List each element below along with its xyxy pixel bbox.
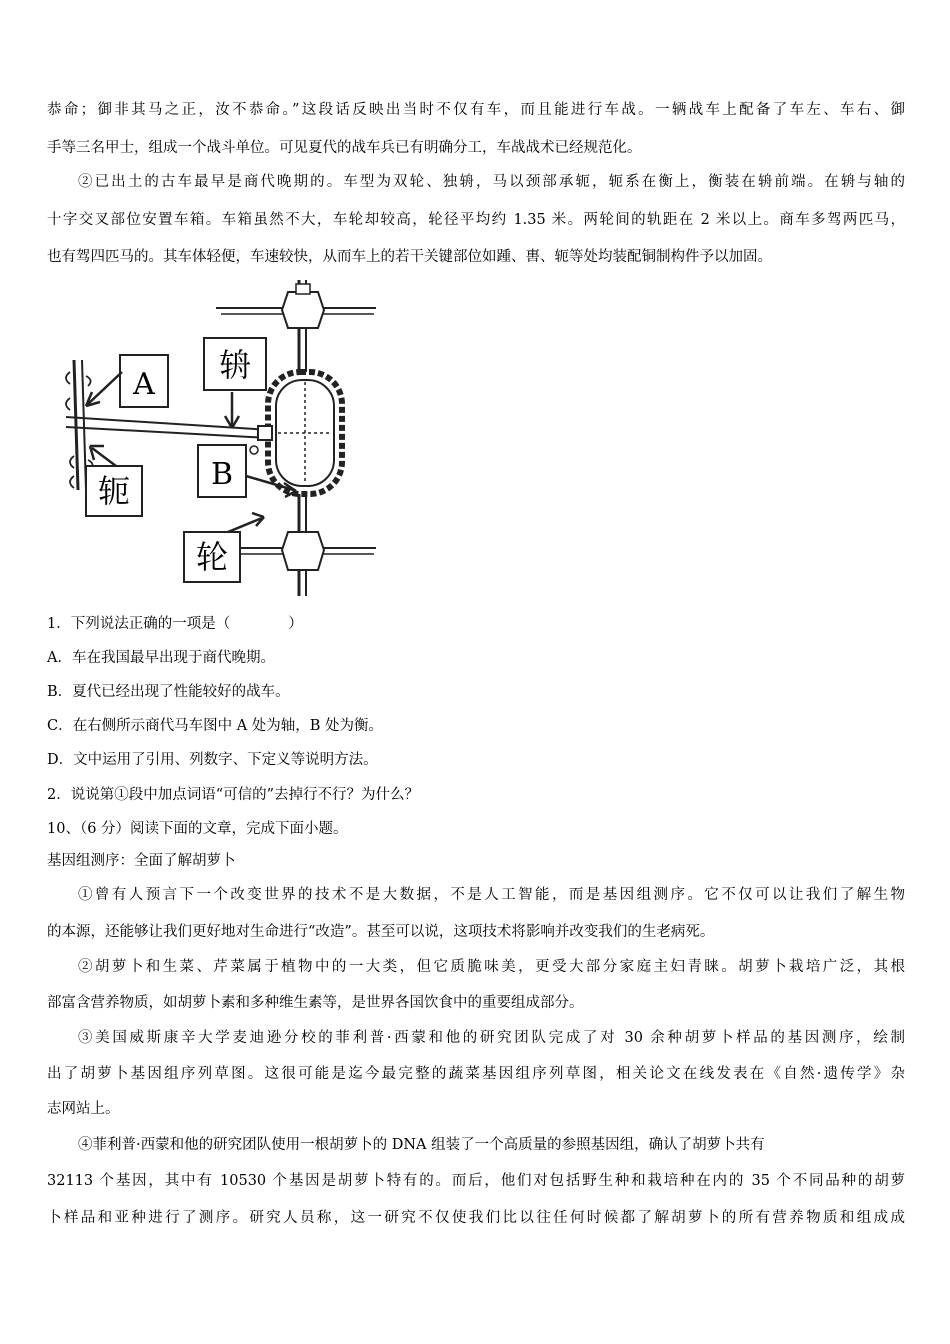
- paragraph-1-line-1: 恭命；御非其马之正，汝不恭命。”这段话反映出当时不仅有车，而且能进行车战。一辆战车上配备了车左、车右、御: [47, 102, 905, 118]
- article-p1-line-2: 的本源，还能够让我们更好地对生命进行“改造”。甚至可以说，这项技术将影响并改变我们的生老病死。: [47, 924, 715, 940]
- label-yoke: 轭: [97, 472, 131, 510]
- question-1-option-c: C．在右侧所示商代马车图中 A 处为轴，B 处为衡。: [47, 718, 384, 734]
- label-b: B: [210, 457, 234, 492]
- label-yoke-arrow: [92, 448, 116, 466]
- article-title: 基因组测序：全面了解胡萝卜: [47, 853, 236, 869]
- article-p2-line-1: ②胡萝卜和生菜、芹菜属于植物中的一大类，但它质脆味美，更受大部分家庭主妇青睐。胡萝卜栽培广泛，其根: [78, 959, 905, 975]
- question-1-option-d: D．文中运用了引用、列数字、下定义等说明方法。: [47, 752, 378, 768]
- wheel-bottom-hub: [282, 532, 324, 570]
- question-1-option-a: A．车在我国最早出现于商代晚期。: [47, 650, 275, 666]
- article-p3-line-1: ③美国威斯康辛大学麦迪逊分校的菲利普·西蒙和他的研究团队完成了对 30 余种胡萝卜样品的基因测序，绘制: [78, 1030, 905, 1046]
- article-p4-line-1: ④菲利普·西蒙和他的研究团队使用一根胡萝卜的 DNA 组装了一个高质量的参照基因组，确认了胡萝卜共有: [78, 1137, 765, 1153]
- question-1-option-b: B．夏代已经出现了性能较好的战车。: [47, 684, 290, 700]
- paragraph-1-line-2: 手等三名甲士，组成一个战斗单位。可见夏代的战车兵已有明确分工，车战战术已经规范化。: [47, 140, 642, 156]
- yoke-hooks: [66, 372, 74, 488]
- label-wheel: 轮: [195, 538, 229, 576]
- chariot-diagram-svg: [56, 280, 386, 596]
- article-p4-line-2: 32113 个基因，其中有 10530 个基因是胡萝卜特有的。而后，他们对包括野生种和栽培种在内的 35 个不同品种的胡萝: [47, 1173, 905, 1189]
- article-p2-line-2: 部富含营养物质，如胡萝卜素和多种维生素等，是世界各国饮食中的重要组成部分。: [47, 995, 584, 1011]
- paragraph-2-line-1: ②已出土的古车最早是商代晚期的。车型为双轮、独辀，马以颈部承轭，轭系在衡上，衡装在辀前端。在辀与轴的: [78, 174, 905, 190]
- article-p1-line-1: ①曾有人预言下一个改变世界的技术不是大数据，不是人工智能，而是基因组测序。它不仅可以让我们了解生物: [78, 887, 905, 903]
- section-10-heading: 10、（6 分）阅读下面的文章，完成下面小题。: [47, 821, 348, 837]
- chariot-diagram: [56, 280, 386, 596]
- question-2: 2．说说第①段中加点词语“可信的”去掉行不行？为什么？: [47, 787, 420, 803]
- label-a-arrow: [88, 372, 122, 404]
- pole-joint: [258, 426, 272, 440]
- article-p4-line-3: 卜样品和亚种进行了测序。研究人员称，这一研究不仅使我们比以往任何时候都了解胡萝卜的所有营养物质和组成成: [47, 1210, 905, 1226]
- question-1: 1．下列说法正确的一项是（ ）: [47, 616, 303, 632]
- paragraph-2-line-3: 也有驾四匹马的。其车体轻便，车速较快，从而车上的若干关键部位如踵、軎、轭等处均装配铜制构件予以加固。: [47, 249, 772, 265]
- article-p3-line-3: 志网站上。: [47, 1101, 120, 1117]
- article-p3-line-2: 出了胡萝卜基因组序列草图。这很可能是迄今最完整的蔬菜基因组序列草图，相关论文在线发表在《自然·遗传学》杂: [47, 1066, 905, 1082]
- wheel-top-cap: [296, 284, 310, 294]
- label-pin: 辀: [218, 346, 252, 384]
- paragraph-2-line-2: 十字交叉部位安置车箱。车箱虽然不大，车轮却较高，轮径平均约 1.35 米。两轮间的轨距在 2 米以上。商车多驾两匹马，: [47, 212, 905, 228]
- wheel-top-hub: [282, 292, 324, 328]
- label-a: A: [133, 367, 155, 402]
- yoke-bar: [74, 360, 78, 490]
- pole-ring: [250, 446, 258, 454]
